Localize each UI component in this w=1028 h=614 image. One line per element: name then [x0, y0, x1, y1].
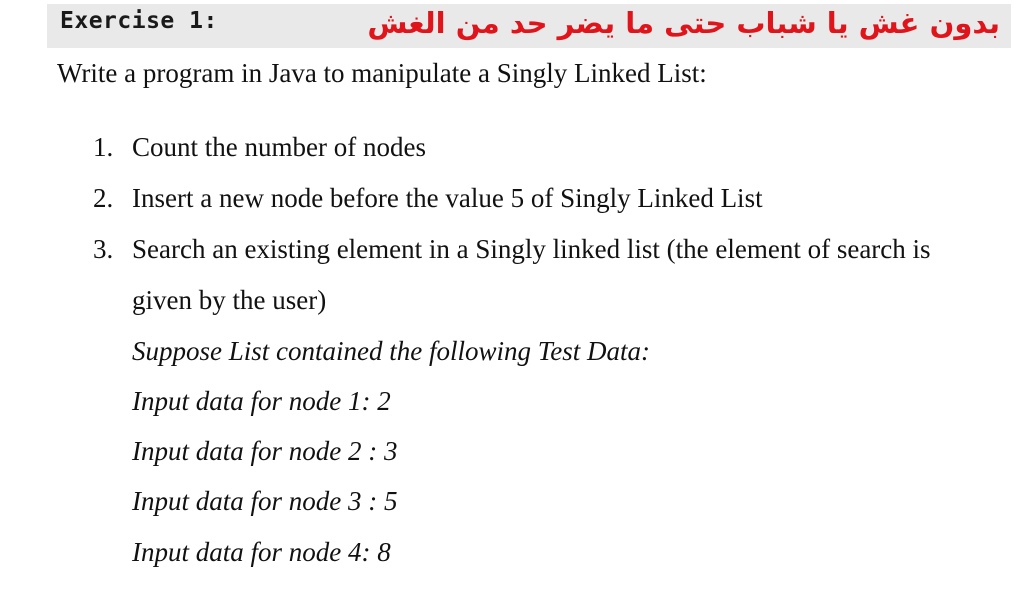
test-data-line-4: Input data for node 4: 8: [132, 537, 391, 567]
test-data-line-1: Input data for node 1: 2: [132, 386, 391, 416]
intro-text: Write a program in Java to manipulate a Singly Linked List:: [57, 58, 707, 88]
task-item-1: [93, 130, 426, 164]
task-number: 3.: [93, 234, 114, 264]
test-data-line-2: Input data for node 2 : 3: [132, 436, 398, 466]
task-number: 1.: [93, 132, 114, 162]
task-text: Search an existing element in a Singly linked list (the element of search is: [132, 234, 931, 264]
test-data-line-3: Input data for node 3 : 5: [132, 486, 398, 516]
task-3-continuation: given by the user): [132, 285, 327, 315]
exercise-title: Exercise 1:: [60, 8, 218, 34]
task-item-3: [93, 232, 931, 266]
test-data-heading: Suppose List contained the following Test Data:: [132, 336, 651, 366]
task-text: Insert a new node before the value 5 of Singly Linked List: [132, 183, 763, 213]
task-text: Count the number of nodes: [132, 132, 426, 162]
task-number: 2.: [93, 183, 114, 213]
task-item-2: [93, 181, 763, 215]
arabic-note: بدون غش يا شباب حتى ما يضر حد من الغش: [367, 6, 1000, 40]
